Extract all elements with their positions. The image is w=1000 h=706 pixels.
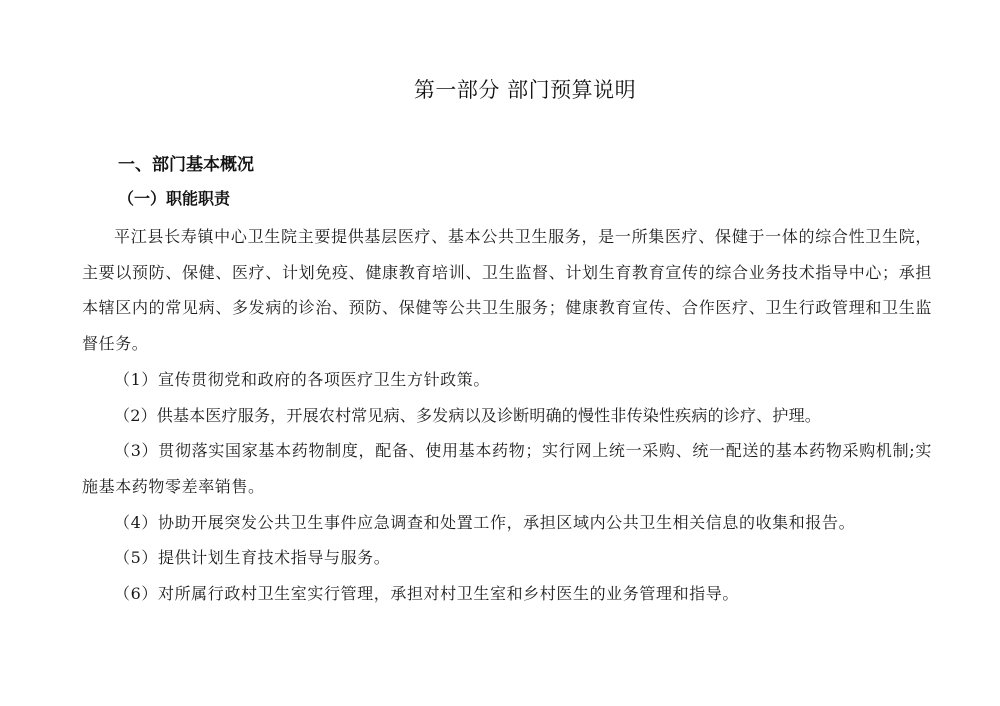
- paragraph-item-1: （1）宣传贯彻党和政府的各项医疗卫生方针政策。: [114, 369, 490, 389]
- subsection-heading: （一）职能职责: [118, 189, 231, 208]
- paragraph-item-5: （5）提供计划生育技术指导与服务。: [114, 548, 391, 568]
- paragraph-item-2: （2）供基本医疗服务，开展农村常见病、多发病以及诊断明确的慢性非传染性疾病的诊疗、护理。: [114, 405, 821, 425]
- page-title: 第一部分 部门预算说明: [413, 78, 637, 102]
- section-heading: 一、部门基本概况: [118, 155, 254, 175]
- paragraph-item-3: （3）贯彻落实国家基本药物制度，配备、使用基本药物；实行网上统一采购、统一配送的基本药物采购机制;实施基本药物零差率销售。: [82, 441, 932, 496]
- body-text: [82, 219, 932, 612]
- paragraph-item-6: （6）对所属行政村卫生室实行管理，承担对村卫生室和乡村医生的业务管理和指导。: [114, 584, 739, 604]
- paragraph-item-4: （4）协助开展突发公共卫生事件应急调查和处置工作，承担区域内公共卫生相关信息的收集和报告。: [114, 512, 856, 532]
- paragraph-intro: 平江县长寿镇中心卫生院主要提供基层医疗、基本公共卫生服务，是一所集医疗、保健于一体的综合性卫生院，主要以预防、保健、医疗、计划免疫、健康教育培训、卫生监督、计划生育教育宣传的综合业务技术指导中心；承担本辖区内的常见病、多发病的诊治、预防、保健等公共卫生服务；健康教育宣传、合作医疗、卫生行政管理和卫生监督任务。: [82, 227, 932, 354]
